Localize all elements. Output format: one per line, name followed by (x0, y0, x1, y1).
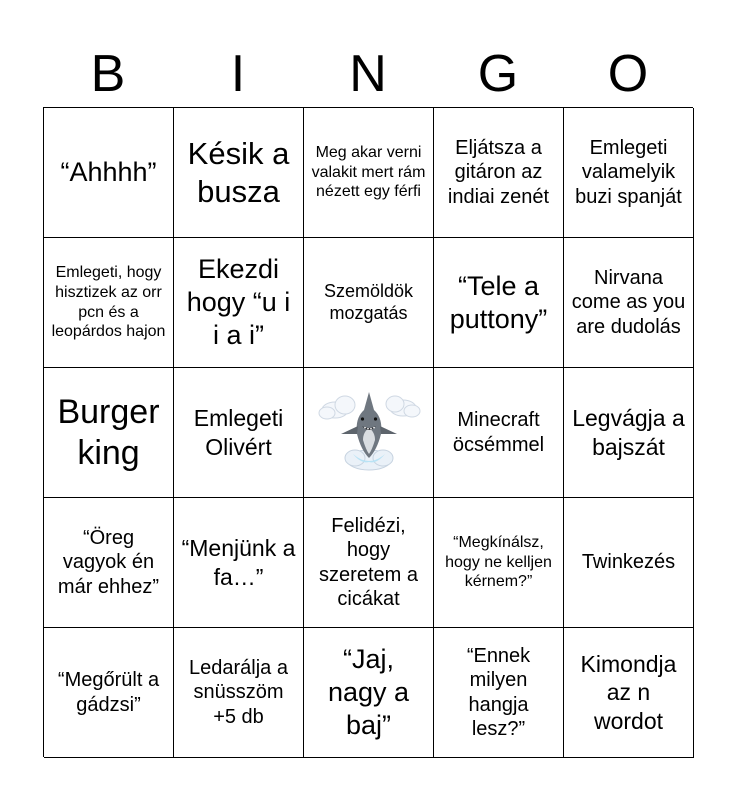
cell-text: Meg akar verni valakit mert rám nézett egy férfi (311, 144, 426, 201)
bingo-cell[interactable] (564, 368, 694, 498)
bingo-cell[interactable] (564, 108, 694, 238)
bingo-cell[interactable] (434, 108, 564, 238)
bingo-cell[interactable] (174, 628, 304, 758)
bingo-cell[interactable] (44, 498, 174, 628)
bingo-cell[interactable] (174, 498, 304, 628)
header-letter-n: N (349, 45, 387, 103)
bingo-header (43, 40, 693, 108)
cell-text: Minecraft öcsémmel (452, 409, 545, 456)
header-letter-i: I (230, 45, 246, 103)
cell-text: Késik a busza (187, 136, 290, 209)
cell-text: Szemöldök mozgatás (323, 280, 414, 323)
cell-text: Emlegeti Olivért (193, 405, 284, 460)
bingo-cell[interactable] (304, 498, 434, 628)
bingo-cell[interactable] (434, 368, 564, 498)
cell-text: Emlegeti valamelyik buzi spanját (575, 136, 682, 208)
cell-text: “Ahhhh” (60, 157, 157, 188)
bingo-cell[interactable] (434, 238, 564, 368)
cell-text: “Tele a puttony” (449, 270, 548, 334)
shark-on-cloud-icon (317, 388, 421, 478)
bingo-cell[interactable] (564, 238, 694, 368)
bingo-cell[interactable] (304, 628, 434, 758)
cell-text: Legvágja a bajszát (572, 405, 685, 460)
bingo-cell[interactable] (434, 628, 564, 758)
bingo-cell[interactable] (174, 108, 304, 238)
cell-text: Emlegeti, hogy hisztizek az orr pcn és a leopárdos hajon (51, 264, 166, 341)
bingo-cell[interactable] (174, 368, 304, 498)
cell-text: “Jaj, nagy a baj” (327, 644, 410, 740)
bingo-cell[interactable] (44, 108, 174, 238)
bingo-cell[interactable] (434, 498, 564, 628)
free-space-cell[interactable] (304, 368, 434, 498)
cell-text: “Megkínálsz, hogy ne kelljen kérnem?” (445, 534, 552, 591)
header-letter-b: B (90, 45, 126, 103)
cell-text: Felidézi, hogy szeretem a cicákat (319, 514, 418, 610)
cell-text: Nirvana come as you are dudolás (571, 266, 686, 338)
cell-text: Burger king (57, 393, 160, 472)
bingo-cell[interactable] (174, 238, 304, 368)
bingo-cell[interactable] (564, 628, 694, 758)
cell-text: “Megőrült a gádzsi” (57, 669, 160, 716)
header-letter-o: O (607, 45, 649, 103)
bingo-cell[interactable] (564, 498, 694, 628)
bingo-grid (43, 107, 693, 757)
cell-text: “Öreg vagyok én már ehhez” (57, 526, 160, 598)
cell-text: Twinkezés (581, 551, 676, 574)
cell-text: Eljátsza a gitáron az indiai zenét (447, 136, 550, 208)
bingo-cell[interactable] (304, 238, 434, 368)
cell-text: Kimondja az n wordot (580, 651, 677, 734)
cell-text: “Ennek milyen hangja lesz?” (466, 644, 531, 740)
bingo-cell[interactable] (44, 628, 174, 758)
header-letter-g: G (477, 45, 519, 103)
cell-text: Ekezdi hogy “u i i a i” (186, 254, 291, 350)
bingo-cell[interactable] (304, 108, 434, 238)
bingo-cell[interactable] (44, 238, 174, 368)
cell-text: “Menjünk a fa…” (181, 535, 296, 590)
cell-text: Ledarálja a snüsszöm +5 db (189, 656, 288, 728)
bingo-cell[interactable] (44, 368, 174, 498)
